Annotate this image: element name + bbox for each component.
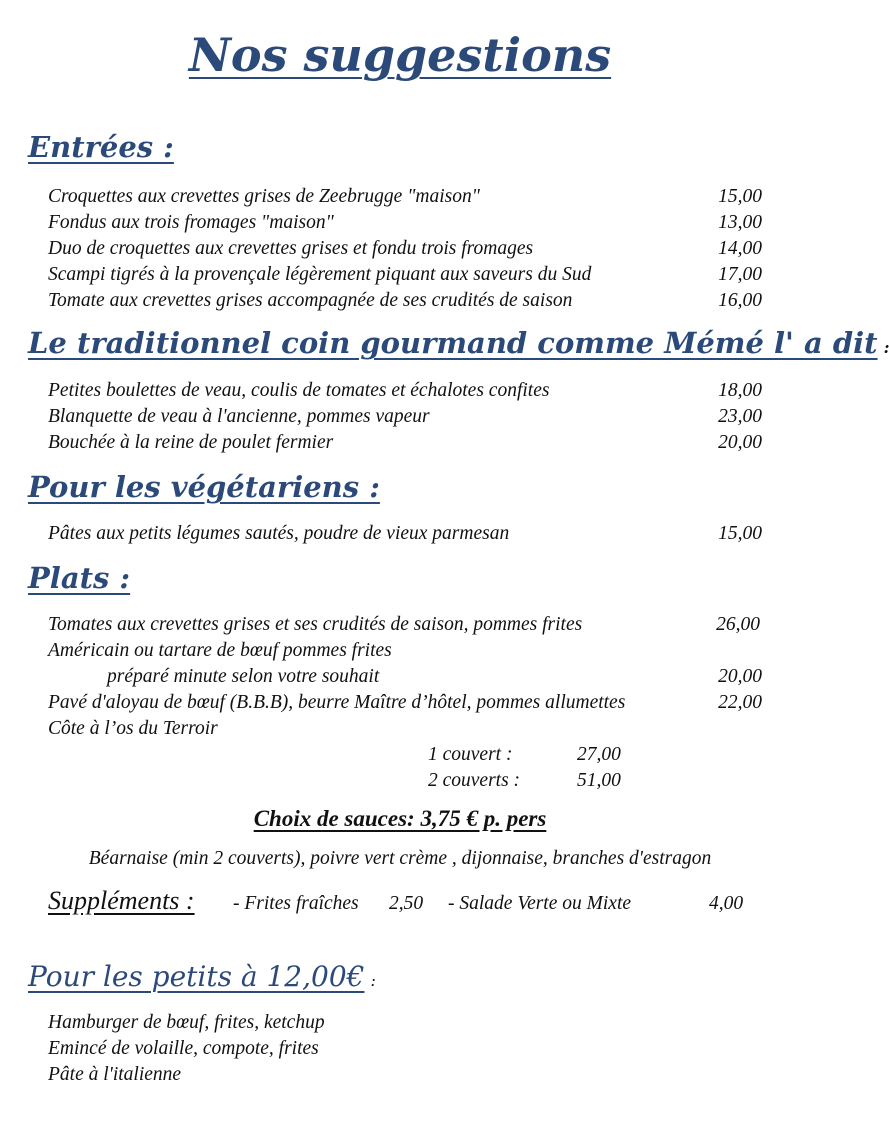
menu-item-name: préparé minute selon votre souhait [107, 666, 380, 687]
menu-item [48, 210, 762, 236]
supplement-item: - Frites fraîches [233, 893, 359, 914]
menu-item [48, 262, 762, 288]
serving-label: 1 couvert : [428, 744, 513, 765]
supplement-price: 2,50 [389, 893, 424, 914]
menu-item [107, 664, 762, 690]
supplement-item: - Salade Verte ou Mixte [448, 893, 632, 914]
sauces-heading: Choix de sauces: 3,75 € p. pers [253, 806, 547, 831]
menu-item-price: 20,00 [718, 432, 762, 453]
heading-colon: : [370, 971, 376, 990]
menu-item-name: Pavé d'aloyau de bœuf (B.B.B), beurre Maître d’hôtel, pommes allumettes [48, 692, 626, 713]
menu-item [48, 430, 762, 456]
menu-item-name: Scampi tigrés à la provençale légèrement piquant aux saveurs du Sud [48, 264, 592, 285]
menu-item-price: 22,00 [718, 692, 762, 713]
sauces-list: Béarnaise (min 2 couverts), poivre vert crème , dijonnaise, branches d'estragon [88, 848, 712, 869]
menu-item-price: 13,00 [718, 212, 762, 233]
section-heading-vegetariens: Pour les végétariens : [28, 470, 380, 504]
menu-item-price: 18,00 [718, 380, 762, 401]
menu-item-name: Duo de croquettes aux crevettes grises et fondu trois fromages [48, 238, 534, 259]
menu-item [48, 690, 762, 716]
menu-item [48, 404, 762, 430]
list-item: Pâte à l'italienne [48, 1064, 182, 1085]
menu-item-name: Américain ou tartare de bœuf pommes frites [48, 640, 392, 661]
menu-item [48, 236, 762, 262]
menu-item [48, 521, 762, 547]
section-heading-text: Pour les petits à 12,00€ [28, 960, 365, 993]
menu-item [48, 288, 762, 314]
menu-item-price: 26,00 [716, 614, 760, 635]
menu-item-name: Pâtes aux petits légumes sautés, poudre de vieux parmesan [48, 523, 510, 544]
section-heading-traditionnel [28, 326, 889, 360]
menu-item-price: 16,00 [718, 290, 762, 311]
menu-item-price: 15,00 [718, 186, 762, 207]
supplement-price: 4,00 [709, 893, 744, 914]
menu-item-price: 20,00 [718, 666, 762, 687]
menu-item-price: 23,00 [718, 406, 762, 427]
serving-price: 27,00 [577, 744, 621, 765]
menu-item-name: Tomate aux crevettes grises accompagnée de ses crudités de saison [48, 290, 573, 311]
menu-item-name: Croquettes aux crevettes grises de Zeebrugge "maison" [48, 186, 480, 207]
menu-item [48, 612, 760, 638]
section-heading-petits [28, 960, 376, 993]
section-heading-entrees: Entrées : [28, 130, 174, 164]
menu-item-name: Blanquette de veau à l'ancienne, pommes vapeur [48, 406, 430, 427]
serving-label: 2 couverts : [428, 770, 521, 791]
menu-item-name: Bouchée à la reine de poulet fermier [48, 432, 334, 453]
section-heading-plats: Plats : [28, 561, 131, 595]
menu-item [48, 378, 762, 404]
supplements-heading: Suppléments : [48, 886, 195, 915]
list-item: Emincé de volaille, compote, frites [48, 1038, 319, 1059]
menu-item [48, 716, 762, 742]
menu-item-name: Petites boulettes de veau, coulis de tomates et échalotes confites [48, 380, 550, 401]
serving-price: 51,00 [577, 770, 621, 791]
menu-item-name: Côte à l’os du Terroir [48, 718, 218, 739]
section-heading-text: Le traditionnel coin gourmand comme Mémé l' a dit [28, 326, 878, 360]
menu-item-name: Tomates aux crevettes grises et ses crudités de saison, pommes frites [48, 614, 583, 635]
heading-colon: : [883, 338, 889, 357]
page-title: Nos suggestions [188, 28, 612, 82]
menu-item-price: 14,00 [718, 238, 762, 259]
menu-item-name: Fondus aux trois fromages "maison" [48, 212, 334, 233]
menu-item-price: 15,00 [718, 523, 762, 544]
list-item: Hamburger de bœuf, frites, ketchup [48, 1012, 325, 1033]
menu-item [48, 638, 762, 664]
menu-item-price: 17,00 [718, 264, 762, 285]
menu-item [48, 184, 762, 210]
